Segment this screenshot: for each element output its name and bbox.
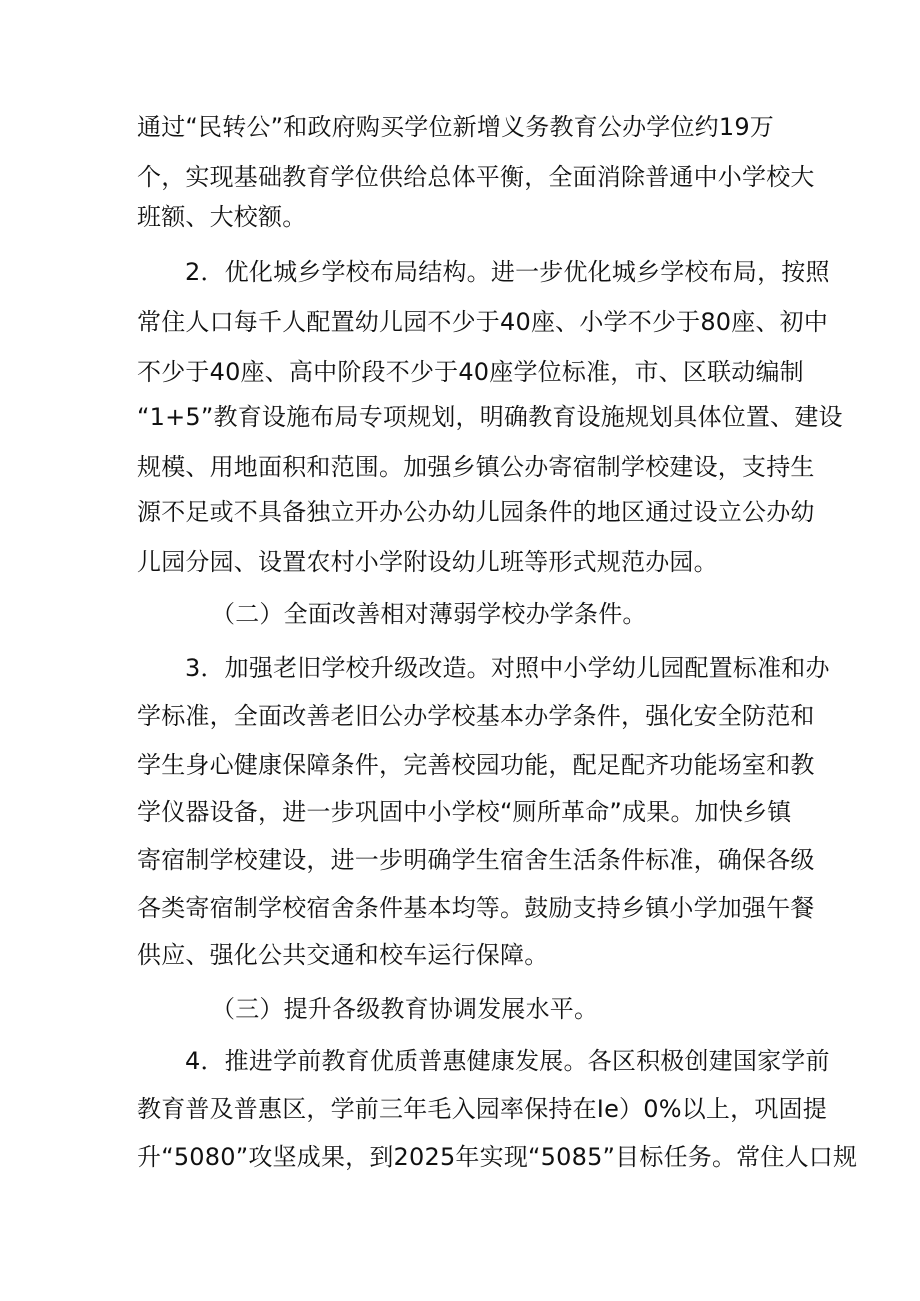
text-line: 各类寄宿制学校宿舍条件基本均等。鼓励支持乡镇小学加强午餐 <box>137 894 815 922</box>
text-line: 源不足或不具备独立开办公办幼儿园条件的地区通过设立公办幼 <box>137 498 815 526</box>
section-heading: （二）全面改善相对薄弱学校办学条件。 <box>211 600 647 628</box>
text-line: 不少于40座、高中阶段不少于40座学位标准，市、区联动编制 <box>137 358 804 386</box>
text-line: 常住人口每千人配置幼儿园不少于40座、小学不少于80座、初中 <box>137 308 829 336</box>
text-line: 儿园分园、设置农村小学附设幼儿班等形式规范办园。 <box>137 548 718 576</box>
text-line: 通过“民转公”和政府购买学位新增义务教育公办学位约19万 <box>137 113 775 141</box>
text-line: “1+5”教育设施布局专项规划，明确教育设施规划具体位置、建设 <box>137 403 843 431</box>
text-line: 2．优化城乡学校布局结构。进一步优化城乡学校布局，按照 <box>185 258 830 286</box>
text-line: 个，实现基础教育学位供给总体平衡，全面消除普通中小学校大 <box>137 163 815 191</box>
text-line: 寄宿制学校建设，进一步明确学生宿舍生活条件标准，确保各级 <box>137 846 815 874</box>
text-line: 学生身心健康保障条件，完善校园功能，配足配齐功能场室和教 <box>137 751 815 779</box>
text-line: 4．推进学前教育优质普惠健康发展。各区积极创建国家学前 <box>185 1047 830 1075</box>
section-heading: （三）提升各级教育协调发展水平。 <box>211 995 599 1023</box>
text-line: 升“5080”攻坚成果，到2025年实现“5085”目标任务。常住人口规 <box>137 1143 858 1171</box>
text-line: 规模、用地面积和范围。加强乡镇公办寄宿制学校建设，支持生 <box>137 453 815 481</box>
text-line: 班额、大校额。 <box>137 203 307 231</box>
text-line: 学仪器设备，进一步巩固中小学校“厕所革命”成果。加快乡镇 <box>137 798 792 826</box>
text-line: 供应、强化公共交通和校车运行保障。 <box>137 941 549 969</box>
text-line: 学标准，全面改善老旧公办学校基本办学条件，强化安全防范和 <box>137 702 815 730</box>
text-line: 教育普及普惠区，学前三年毛入园率保持在Ie）0%以上，巩固提 <box>137 1095 827 1123</box>
text-line: 3．加强老旧学校升级改造。对照中小学幼儿园配置标准和办 <box>185 654 830 682</box>
